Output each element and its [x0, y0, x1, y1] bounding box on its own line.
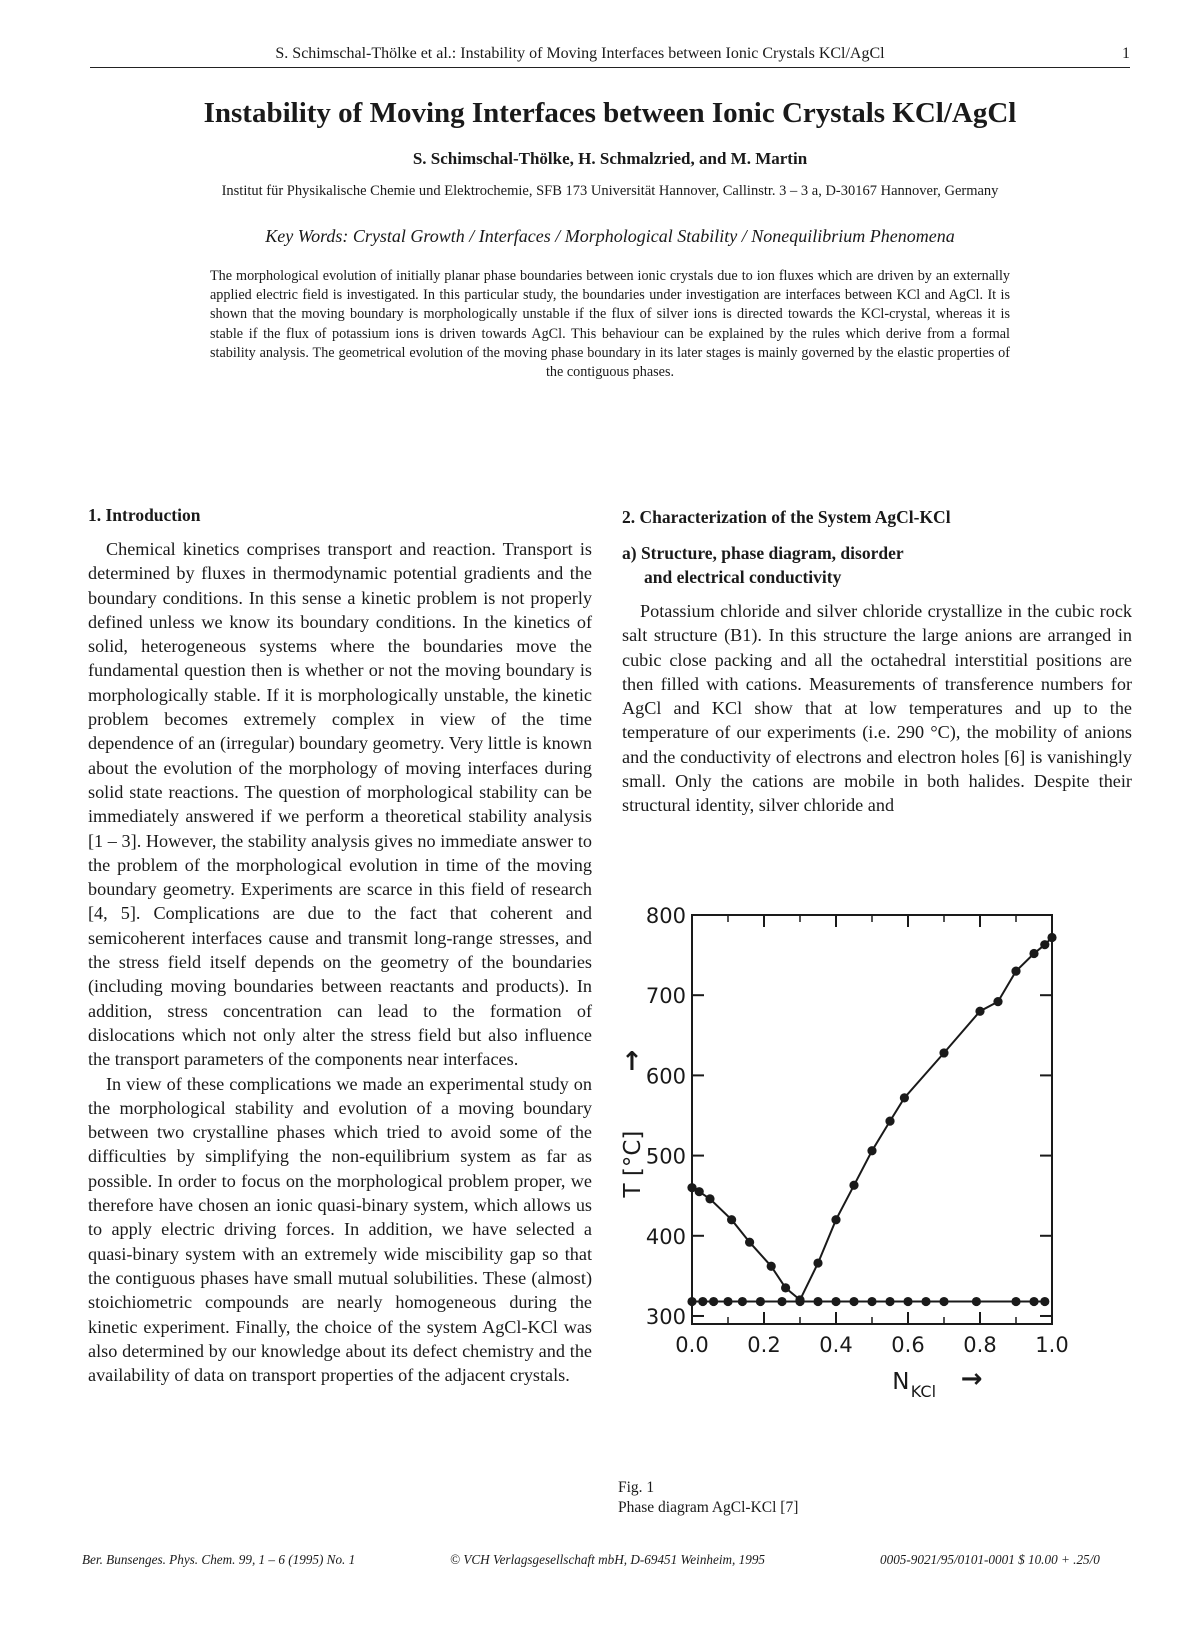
- x-tick-label: 0.8: [963, 1333, 997, 1357]
- x-axis-label: N: [892, 1369, 910, 1395]
- header-rule: [90, 67, 1130, 68]
- x-axis-label-subscript: KCl: [910, 1382, 937, 1401]
- x-axis-arrow: →: [960, 1364, 983, 1394]
- figure-caption: [618, 1478, 798, 1518]
- x-tick-label: 0.2: [747, 1333, 781, 1357]
- data-point: [777, 1297, 786, 1306]
- subsection-heading-line-1: a) Structure, phase diagram, disorder: [622, 543, 904, 563]
- data-point: [705, 1194, 714, 1203]
- data-point: [975, 1007, 984, 1016]
- plot-frame: [692, 915, 1052, 1324]
- x-tick-label: 1.0: [1035, 1333, 1069, 1357]
- data-point: [767, 1262, 776, 1271]
- figure-caption-text: Phase diagram AgCl-KCl [7]: [618, 1499, 799, 1516]
- data-point: [687, 1297, 696, 1306]
- chart-points: [687, 933, 1056, 1306]
- data-point: [939, 1048, 948, 1057]
- section-heading-characterization: 2. Characterization of the System AgCl-KCl: [622, 507, 951, 527]
- running-head-text: S. Schimschal-Thölke et al.: Instability of Moving Interfaces between Ionic Crystals KCl/AgCl: [275, 45, 885, 62]
- data-point: [813, 1297, 822, 1306]
- data-point: [867, 1146, 876, 1155]
- data-point: [813, 1258, 822, 1267]
- data-point: [903, 1297, 912, 1306]
- chart-lines: [692, 938, 1052, 1302]
- data-point: [738, 1297, 747, 1306]
- intro-paragraph-1: Chemical kinetics comprises transport and reaction. Transport is determined by fluxes in thermodynamic potential gradients and the boundary conditions. In this sense a kinetic problem is not properly defined unless we know its boundary conditions. In the kinetics of solid, heterogeneous systems where the boundaries move the fundamental question then is whether or not the moving boundary is morphologically stable. If it is morphologically unstable, the kinetic problem becomes extremely complex in view of the time dependence of an (irregular) boundary geometry. Very little is known about the evolution of the morphology of moving interfaces during solid state reactions. The question of morphological stability can be immediately answered if we perform a theoretical stability analysis [1 – 3]. However, the stability analysis gives no immediate answer to the problem of the morphological evolution in time of the moving boundary geometry. Experiments are scarce in this field of research [4, 5]. Complications are due to the fact that coherent and semicoherent interfaces cause and transmit long-range stresses, and the stress field itself depends on the geometry of the boundaries (including moving boundaries between reactants and products). In addition, stress concentration can lead to the formation of dislocations which not only alter the stress field but also influence the transport parameters of the components near interfaces.: [88, 539, 592, 1070]
- y-tick-label: 600: [645, 1064, 686, 1089]
- phase-diagram-chart: [600, 890, 1070, 1460]
- left-column: [88, 537, 592, 1387]
- series-line-1: [800, 938, 1052, 1300]
- data-point: [695, 1187, 704, 1196]
- section-heading-introduction: 1. Introduction: [88, 505, 201, 525]
- abstract: The morphological evolution of initially planar phase boundaries between ionic crystals due to ion fluxes which are driven by an externally applied electric field is investigated. In this particular study, the boundaries under investigation are interfaces between KCl and AgCl. It is shown that the moving boundary is morphologically unstable if the flux of silver ions is directed towards the KCl-crystal, whereas it is stable if the flux of potassium ions is driven towards AgCl. This behaviour can be explained by the rules which derive from a formal stability analysis. The geometrical evolution of the moving phase boundary in its later stages is mainly governed by the elastic properties of the contiguous phases.: [210, 268, 1010, 381]
- data-point: [727, 1215, 736, 1224]
- data-point: [1029, 949, 1038, 958]
- x-tick-label: 0.6: [891, 1333, 925, 1357]
- data-point: [900, 1093, 909, 1102]
- authors: S. Schimschal-Thölke, H. Schmalzried, and M. Martin: [412, 149, 808, 168]
- data-point: [831, 1215, 840, 1224]
- keywords: Key Words: Crystal Growth / Interfaces / Morphological Stability / Nonequilibrium Phenomena: [265, 226, 955, 246]
- subsection-heading: [622, 541, 904, 589]
- x-tick-label: 0.0: [675, 1333, 709, 1357]
- data-point: [723, 1297, 732, 1306]
- y-tick-label: 800: [645, 904, 686, 928]
- data-point: [993, 997, 1002, 1006]
- y-tick-label: 500: [645, 1144, 686, 1169]
- y-axis-label: T [°C]: [620, 1130, 646, 1198]
- data-point: [885, 1117, 894, 1126]
- data-point: [1040, 1297, 1049, 1306]
- running-head: [90, 45, 1130, 69]
- chart-frame: [692, 915, 1052, 1324]
- footer-publisher: © VCH Verlagsgesellschaft mbH, D-69451 Weinheim, 1995: [450, 1552, 766, 1567]
- data-point: [921, 1297, 930, 1306]
- data-point: [867, 1297, 876, 1306]
- intro-paragraph-2: In view of these complications we made an experimental study on the morphological stability and evolution of a moving boundary between two crystalline phases which tried to avoid some of the difficulties by simplifying the non-equilibrium system as far as possible. In order to focus on the morphological problem proper, we therefore have chosen an ionic quasi-binary system, which allows us to apply electric driving forces. In addition, we have selected a quasi-binary system with an extremely wide miscibility gap so that the contiguous phases have small mutual solubilities. These (almost) stoichiometric compounds are nearly homogeneous during the kinetic experiment. Finally, the choice of the system AgCl-KCl was also determined by our knowledge about its defect chemistry and the availability of data on transport properties of the adjacent crystals.: [88, 1073, 592, 1386]
- y-tick-label: 400: [645, 1224, 686, 1249]
- data-point: [849, 1181, 858, 1190]
- data-point: [709, 1297, 718, 1306]
- data-point: [1011, 967, 1020, 976]
- data-point: [1047, 933, 1056, 942]
- chart-ticks: [692, 915, 1052, 1324]
- data-point: [698, 1297, 707, 1306]
- data-point: [756, 1297, 765, 1306]
- footer-code: 0005-9021/95/0101-0001 $ 10.00 + .25/0: [880, 1552, 1100, 1567]
- paper-title: Instability of Moving Interfaces between Ionic Crystals KCl/AgCl: [203, 97, 1017, 129]
- y-tick-label: 300: [645, 1304, 686, 1329]
- y-tick-label: 700: [645, 984, 686, 1009]
- chart-labels: [617, 904, 1069, 1401]
- data-point: [795, 1297, 804, 1306]
- right-column: [622, 599, 1132, 818]
- y-axis-arrow: →: [617, 1049, 647, 1072]
- data-point: [781, 1283, 790, 1292]
- figure-label: Fig. 1: [618, 1479, 655, 1496]
- data-point: [972, 1297, 981, 1306]
- data-point: [1029, 1297, 1038, 1306]
- x-tick-label: 0.4: [819, 1333, 853, 1357]
- page-number: 1: [1122, 45, 1130, 62]
- data-point: [849, 1297, 858, 1306]
- data-point: [1040, 940, 1049, 949]
- subsection-heading-line-2: and electrical conductivity: [644, 567, 842, 587]
- data-point: [885, 1297, 894, 1306]
- affiliation: Institut für Physikalische Chemie und Elektrochemie, SFB 173 Universität Hannover, Callinstr. 3 – 3 a, D-30167 Hannover, Germany: [221, 183, 999, 199]
- data-point: [939, 1297, 948, 1306]
- data-point: [1011, 1297, 1020, 1306]
- footer-journal: Ber. Bunsenges. Phys. Chem. 99, 1 – 6 (1995) No. 1: [82, 1552, 356, 1567]
- data-point: [745, 1238, 754, 1247]
- data-point: [831, 1297, 840, 1306]
- characterization-paragraph: Potassium chloride and silver chloride crystallize in the cubic rock salt structure (B1). In this structure the large anions are arranged in cubic close packing and all the octahedral interstitial positions are then filled with cations. Measurements of transference numbers for AgCl and KCl show that at low temperatures and up to the temperature of our experiments (i.e. 290 °C), the mobility of anions and the conductivity of electrons and electron holes [6] is vanishingly small. Only the cations are mobile in both halides. Despite their structural identity, silver chloride and: [622, 601, 1132, 816]
